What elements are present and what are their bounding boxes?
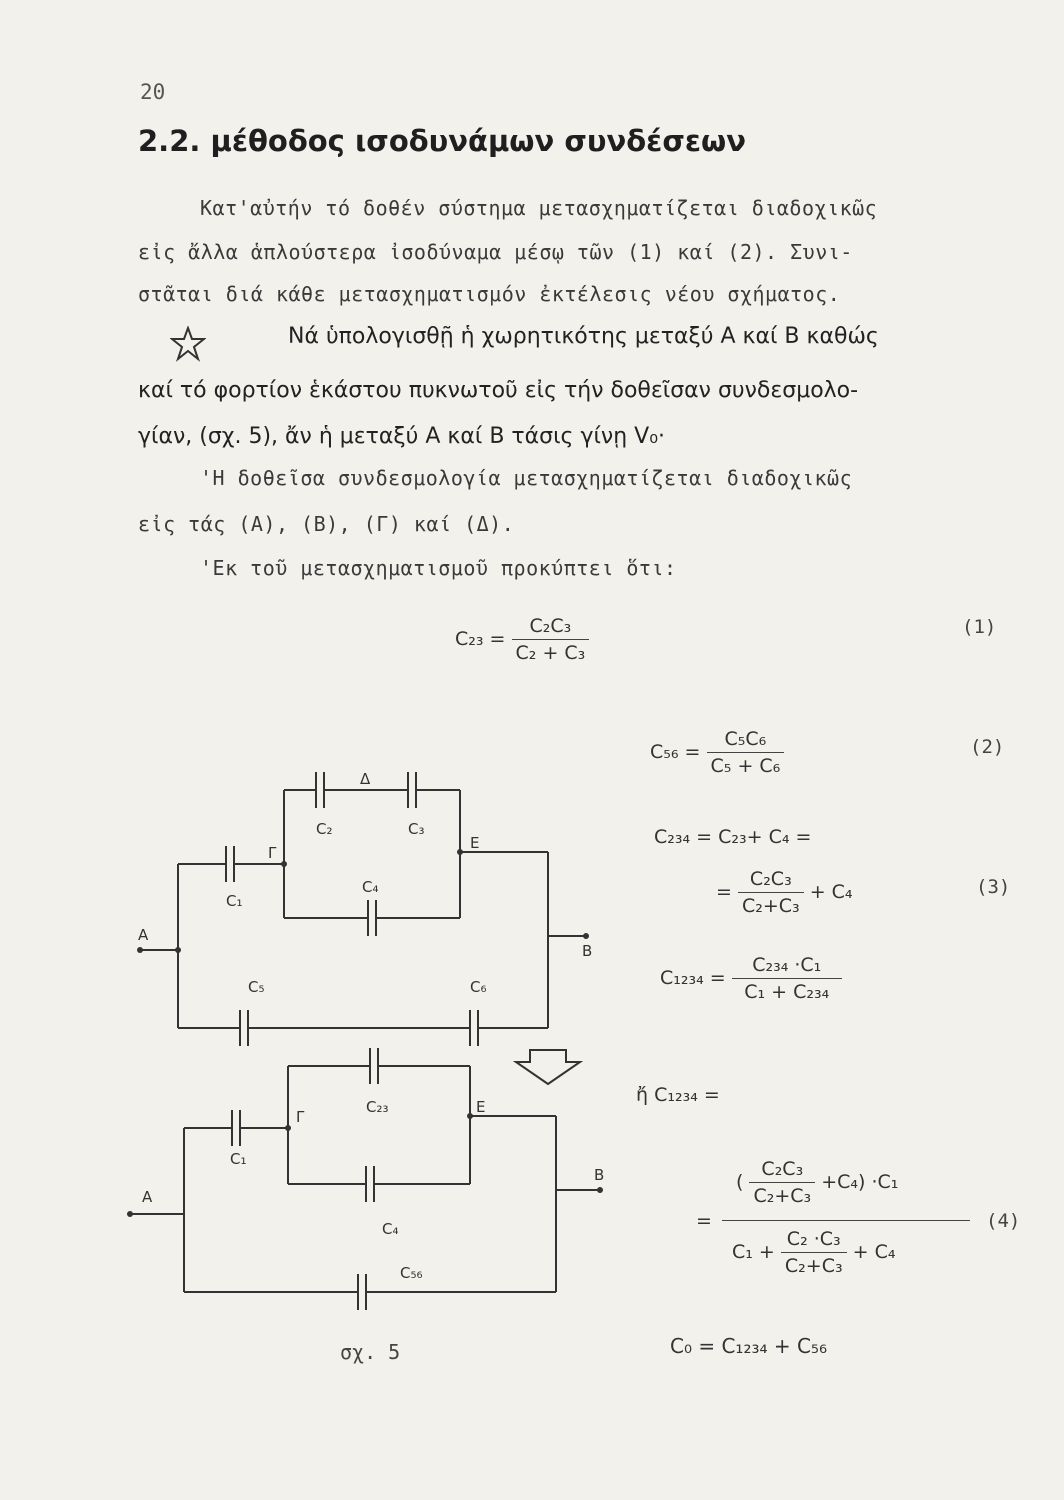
equation-number: (4) [986,1210,1021,1232]
equation-3c [660,954,842,1003]
eq4b-bot-den: C₂+C₃ [784,1255,843,1277]
eq4b-numerator [736,1158,898,1207]
eq4b-top-den: C₂+C₃ [753,1185,812,1207]
paragraph-line: 'Εκ τοῦ μετασχηματισμοῦ προκύπτει ὅτι: [200,556,677,580]
eq2-lhs: C₅₆ = [650,741,701,763]
eq4b-close: +C₄) ·C₁ [821,1171,899,1193]
eq4b-fraction-bar [722,1220,970,1221]
equation-3b [716,868,853,917]
equation-3a: C₂₃₄ = C₂₃+ C₄ = [654,826,812,848]
equation-2 [650,728,784,777]
problem-line: Νά ὑπολογισθῇ ἡ χωρητικότης μεταξύ Α καί Β καθώς [288,324,879,349]
problem-line: καί τό φορτίον ἑκάστου πυκνωτοῦ εἰς τήν δοθεῖσαν συνδεσμολο- [138,378,859,403]
node-b-label: B [594,1166,605,1184]
c56-label: C₅₆ [400,1264,423,1282]
eq3c-den: C₁ + C₂₃₄ [744,981,830,1003]
node-gamma-label: Γ [268,844,277,862]
eq2-den: C₅ + C₆ [710,755,781,777]
paragraph-line: Κατ'αὐτήν τό δοθέν σύστημα μετασχηματίζεται διαδοχικῶς [200,196,878,220]
eq4b-bot-num: C₂ ·C₃ [781,1228,847,1253]
node-gamma-label: Γ [296,1108,305,1126]
paragraph-line: εἰς ἄλλα ἁπλούστερα ἰσοδύναμα μέσῳ τῶν (1) καί (2). Συνι- [138,240,853,264]
eq1-den: C₂ + C₃ [515,642,586,664]
eq3c-num: C₂₃₄ ·C₁ [732,954,842,979]
eq1-num: C₂C₃ [512,615,590,640]
eq4b-top-num: C₂C₃ [749,1158,815,1183]
c2-label: C₂ [316,820,333,838]
c23-label: C₂₃ [366,1098,389,1116]
eq4b-denominator [732,1228,895,1277]
c1-label: C₁ [230,1150,247,1168]
figure-caption: σχ. 5 [340,1340,401,1364]
star-icon [170,326,206,362]
node-e-label: E [476,1098,486,1116]
paragraph-line: 'Η δοθεῖσα συνδεσμολογία μετασχηματίζεται διαδοχικῶς [200,466,853,490]
equation-number: (1) [962,616,997,638]
equation-4b [696,1150,976,1290]
eq3b-tail: + C₄ [809,881,853,903]
equation-1 [455,615,589,664]
eq1-lhs: C₂₃ = [455,628,506,650]
node-b-label: B [582,942,593,960]
node-a-label: A [142,1188,153,1206]
eq3c-lhs: C₁₂₃₄ = [660,967,726,989]
c4-label: C₄ [362,878,379,896]
equation-5: C₀ = C₁₂₃₄ + C₅₆ [670,1334,827,1358]
eq4b-open: ( [736,1171,744,1193]
node-delta-label: Δ [360,770,371,788]
eq3b-lhs: = [716,881,732,903]
eq4b-bot-pre: C₁ + [732,1241,775,1263]
equation-number: (2) [970,736,1005,758]
section-heading: 2.2. μέθοδος ισοδυνάμων συνδέσεων [138,124,747,158]
eq4b-bot-post: + C₄ [852,1241,896,1263]
c1-label: C₁ [226,892,243,910]
c5-label: C₅ [248,978,265,996]
eq3b-den: C₂+C₃ [741,895,800,917]
paragraph-line: στᾶται διά κάθε μετασχηματισμόν ἐκτέλεσις νέου σχήματος. [138,282,841,306]
equation-4a: ἤ C₁₂₃₄ = [636,1084,720,1106]
node-a-label: A [138,926,149,944]
equation-number: (3) [976,876,1011,898]
node-e-label: E [470,834,480,852]
eq3b-num: C₂C₃ [738,868,804,893]
c3-label: C₃ [408,820,425,838]
circuit-figure [120,760,620,1320]
page-number: 20 [140,80,166,104]
problem-line: γίαν, (σχ. 5), ἄν ἡ μεταξύ Α καί Β τάσις γίνῃ V₀· [138,424,666,449]
c6-label: C₆ [470,978,487,996]
c4-label: C₄ [382,1220,399,1238]
eq4b-lhs: = [696,1210,712,1232]
paragraph-line: εἰς τάς (Α), (Β), (Γ) καί (Δ). [138,512,515,536]
eq2-num: C₅C₆ [707,728,785,753]
